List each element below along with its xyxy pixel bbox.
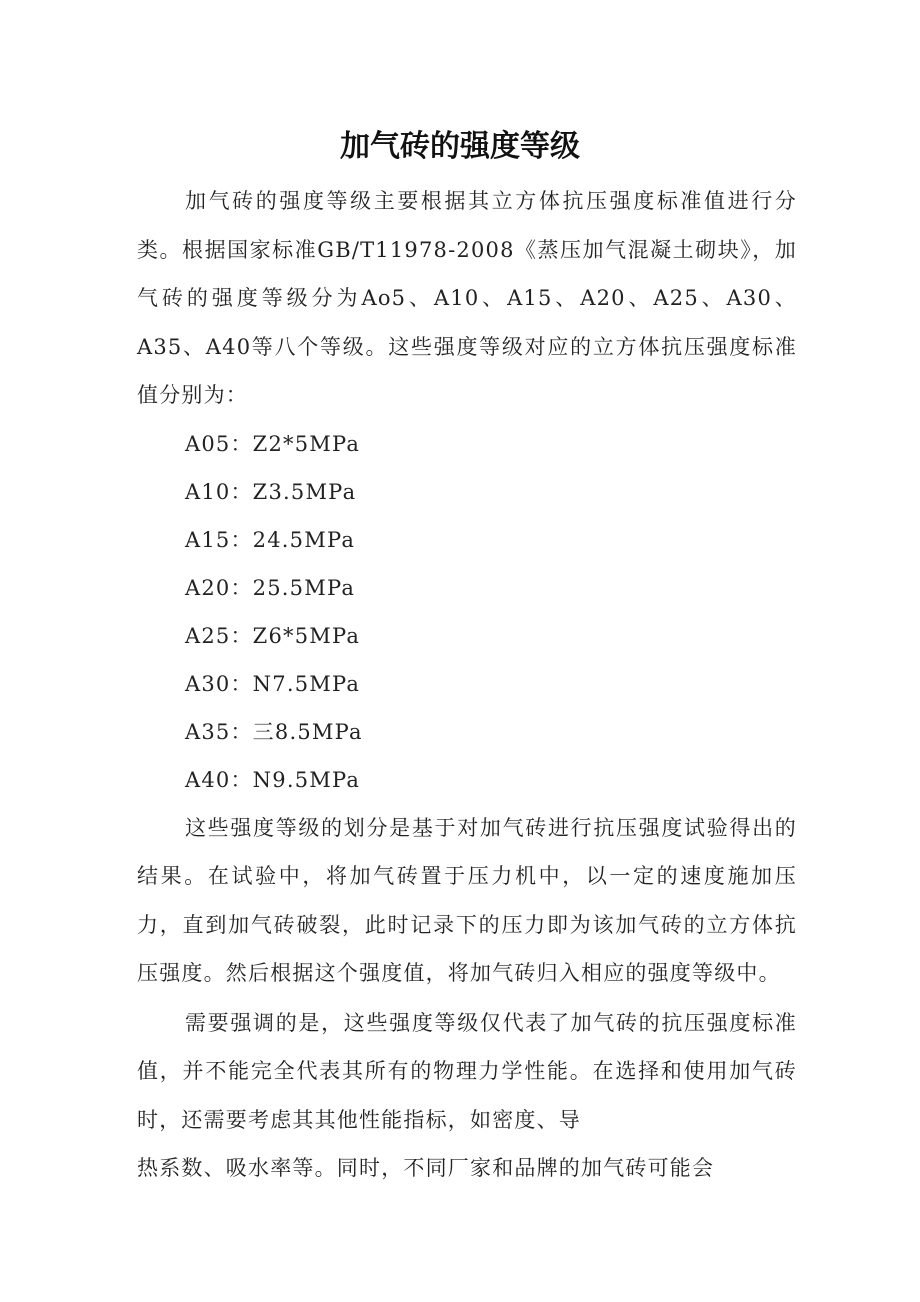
note-paragraph-tail: 热系数、吸水率等。同时，不同厂家和品牌的加气砖可能会: [137, 1156, 715, 1180]
intro-paragraph: 加气砖的强度等级主要根据其立方体抗压强度标准值进行分类。根据国家标准GB/T11978-2008《蒸压加气混凝土砌块》，加气砖的强度等级分为Ao5、A10、A15、A20、A25、A30、A35、A40等八个等级。这些强度等级对应的立方体抗压强度标准值分别为：: [137, 189, 797, 407]
grade-item-a40: A40：N9.5MPa: [185, 767, 361, 792]
grade-item-a25: A25：Z6*5MPa: [185, 623, 361, 648]
document-title: 加气砖的强度等级: [340, 129, 580, 164]
grade-item-a35: A35：三8.5MPa: [185, 719, 363, 744]
grade-item-a30: A30：N7.5MPa: [185, 671, 361, 696]
grade-item-a10: A10：Z3.5MPa: [185, 479, 357, 504]
grade-list: [137, 420, 797, 804]
test-method-paragraph: 这些强度等级的划分是基于对加气砖进行抗压强度试验得出的结果。在试验中，将加气砖置于压力机中，以一定的速度施加压力，直到加气砖破裂，此时记录下的压力即为该加气砖的立方体抗压强度。然后根据这个强度值，将加气砖归入相应的强度等级中。: [137, 815, 797, 985]
document-body: [137, 177, 797, 1192]
grade-item-a15: A15：24.5MPa: [185, 527, 356, 552]
grade-item-a05: A05：Z2*5MPa: [185, 431, 361, 456]
note-paragraph: 需要强调的是，这些强度等级仅代表了加气砖的抗压强度标准值，并不能完全代表其所有的物理力学性能。在选择和使用加气砖时，还需要考虑其其他性能指标，如密度、导: [137, 1010, 797, 1132]
grade-item-a20: A20：25.5MPa: [185, 575, 356, 600]
